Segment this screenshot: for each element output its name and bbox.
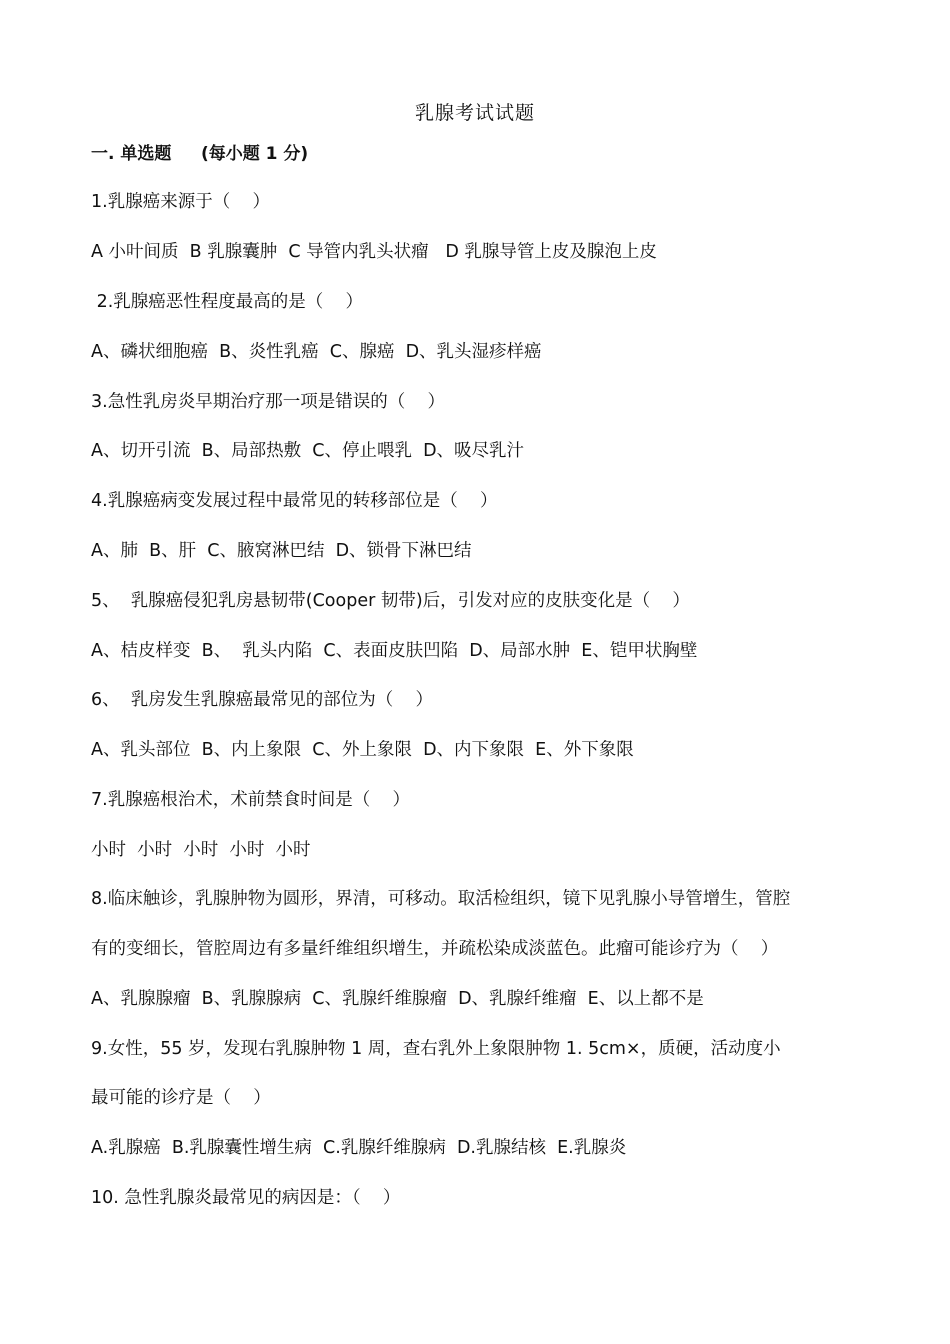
question-8-options: A、乳腺腺瘤 B、乳腺腺病 C、乳腺纤维腺瘤 D、乳腺纤维瘤 E、以上都不是 bbox=[91, 989, 704, 1009]
question-5-options: A、桔皮样变 B、 乳头内陷 C、表面皮肤凹陷 D、局部水肿 E、铠甲状胸壁 bbox=[91, 641, 698, 661]
question-2: 2.乳腺癌恶性程度最高的是（ ） bbox=[91, 292, 364, 312]
question-1: 1.乳腺癌来源于（ ） bbox=[91, 192, 270, 212]
question-9-options: A.乳腺癌 B.乳腺囊性增生病 C.乳腺纤维腺病 D.乳腺结核 E.乳腺炎 bbox=[91, 1138, 627, 1158]
question-2-options: A、磷状细胞癌 B、炎性乳癌 C、腺癌 D、乳头湿疹样癌 bbox=[91, 342, 542, 362]
document-title: 乳腺考试试题 bbox=[414, 102, 535, 124]
question-4: 4.乳腺癌病变发展过程中最常见的转移部位是（ ） bbox=[91, 491, 498, 511]
question-7: 7.乳腺癌根治术，术前禁食时间是（ ） bbox=[91, 790, 410, 810]
question-6: 6、 乳房发生乳腺癌最常见的部位为（ ） bbox=[91, 690, 434, 710]
question-4-options: A、肺 B、肝 C、腋窝淋巴结 D、锁骨下淋巴结 bbox=[91, 541, 472, 561]
question-8-line-2: 有的变细长，管腔周边有多量纤维组织增生，并疏松染成淡蓝色。此瘤可能诊疗为（ ） bbox=[91, 939, 779, 959]
question-3: 3.急性乳房炎早期治疗那一项是错误的（ ） bbox=[91, 392, 445, 412]
question-7-options: 小时 小时 小时 小时 小时 bbox=[91, 840, 311, 860]
section-heading: 一. 单选题 (每小题 1 分) bbox=[91, 144, 309, 164]
question-9-line-1: 9.女性，55 岁，发现右乳腺肿物 1 周，查右乳外上象限肿物 1. 5cm×，质硬，活动度小 bbox=[91, 1039, 781, 1059]
question-5: 5、 乳腺癌侵犯乳房悬韧带(Cooper 韧带)后，引发对应的皮肤变化是（ ） bbox=[91, 591, 690, 611]
question-6-options: A、乳头部位 B、内上象限 C、外上象限 D、内下象限 E、外下象限 bbox=[91, 740, 634, 760]
question-9-line-2: 最可能的诊疗是（ ） bbox=[91, 1088, 271, 1108]
question-8-line-1: 8.临床触诊，乳腺肿物为圆形，界清，可移动。取活检组织，镜下见乳腺小导管增生，管腔 bbox=[91, 889, 791, 909]
question-3-options: A、切开引流 B、局部热敷 C、停止喂乳 D、吸尽乳汁 bbox=[91, 441, 525, 461]
question-10: 10. 急性乳腺炎最常见的病因是：（ ） bbox=[91, 1188, 401, 1208]
question-1-options: A 小叶间质 B 乳腺囊肿 C 导管内乳头状瘤 D 乳腺导管上皮及腺泡上皮 bbox=[91, 242, 657, 262]
